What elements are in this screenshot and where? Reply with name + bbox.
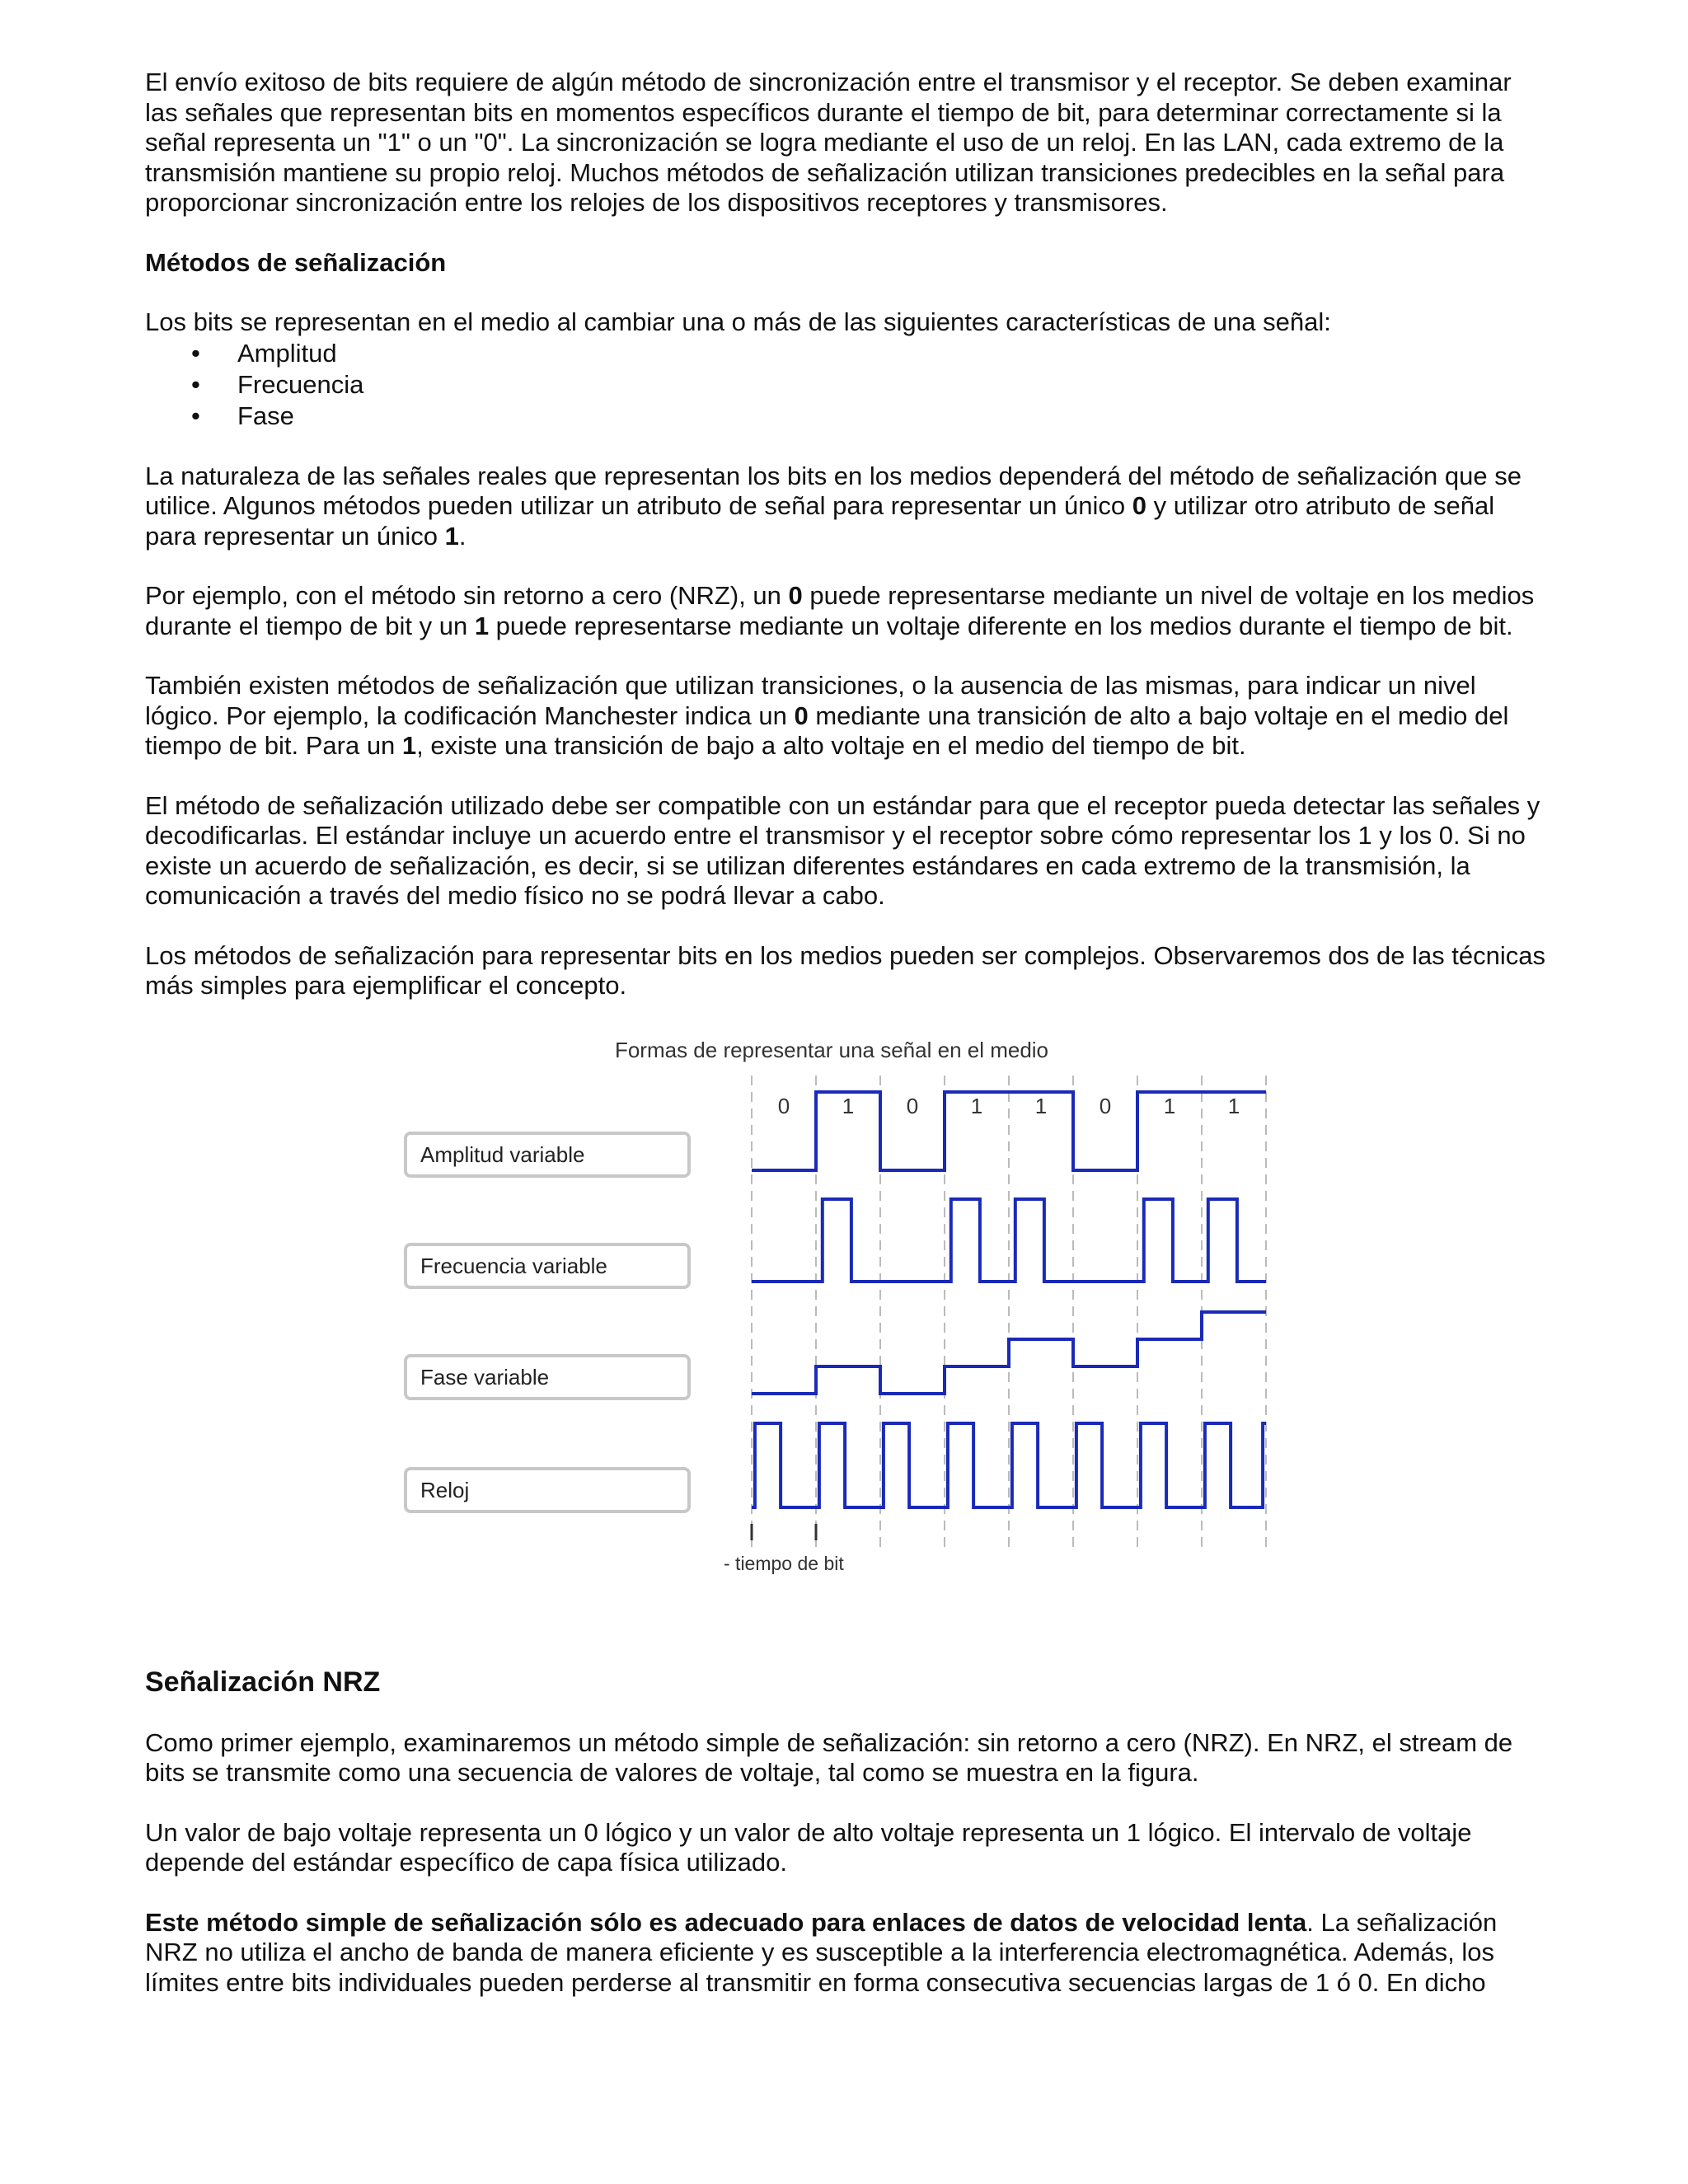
complex-methods-paragraph: Los métodos de señalización para representar bits en los medios pueden ser complejos. Observaremos dos de las técnicas más simples para ejemplificar el concepto.: [145, 940, 1546, 1000]
row-label: Amplitud variable: [420, 1141, 585, 1167]
nrz-example-paragraph: Por ejemplo, con el método sin retorno a cero (NRZ), un 0 puede representarse mediante un nivel de voltaje en los medios durante el tiempo de bit y un 1 puede representarse mediante un voltaje diferente en los medios durante el tiempo de bit.: [145, 581, 1535, 640]
bit-time-label: - tiempo de bit: [724, 1552, 844, 1574]
bit-label: 1: [842, 1093, 855, 1118]
standard-paragraph: El método de señalización utilizado debe ser compatible con un estándar para que el receptor pueda detectar las señales y decodificarlas. El estándar incluye un acuerdo entre el transmisor y el receptor sobre cómo representar los 1 y los 0. Si no existe un acuerdo de señalización, es decir, si se utilizan diferentes estándares en cada extremo de la transmisión, la comunicación a través del medio físico no se podrá llevar a cabo.: [145, 790, 1540, 910]
bit-label: 1: [970, 1093, 983, 1118]
bit-label: 1: [1034, 1093, 1048, 1118]
intro-paragraph: El envío exitoso de bits requiere de algún método de sincronización entre el transmisor y el receptor. Se deben examinar las señales que representan bits en momentos específicos durante el tiempo de bit, para determinar correctamente si la señal representa un "1" o un "0". La sincronización se logra mediante el uso de un reloj. En las LAN, cada extremo de la transmisión mantiene su propio reloj. Muchos métodos de señalización utilizan transiciones predecibles en la señal para proporcionar sincronización entre los relojes de los dispositivos receptores y transmisores.: [145, 68, 1512, 217]
section-heading-nrz: Señalización NRZ: [145, 1666, 381, 1698]
signal-diagram: [145, 1024, 1546, 1661]
bit-label: 1: [1163, 1093, 1176, 1118]
nrz-intro-paragraph: Como primer ejemplo, examinaremos un método simple de señalización: sin retorno a cero (NRZ). En NRZ, el stream de bits se transmite como una secuencia de valores de voltaje, tal como se muestra en la figura.: [145, 1727, 1513, 1787]
manchester-paragraph: También existen métodos de señalización que utilizan transiciones, o la ausencia de las mismas, para indicar un nivel lógico. Por ejemplo, la codificación Manchester indica un 0 mediante una transición de alto a bajo voltaje en el medio del tiempo de bit. Para un 1, existe una transición de bajo a alto voltaje en el medio del tiempo de bit.: [145, 671, 1509, 760]
document-page: [145, 68, 1546, 1998]
signal-representation-figure: [145, 1024, 1546, 1661]
row-label: Frecuencia variable: [420, 1253, 607, 1278]
characteristics-intro: Los bits se representan en el medio al cambiar una o más de las siguientes características de una señal:: [145, 307, 1331, 336]
bit-label: 0: [906, 1093, 919, 1118]
list-item: • Fase: [145, 401, 1546, 432]
row-label: Reloj: [420, 1477, 470, 1502]
row-label: Fase variable: [420, 1364, 550, 1390]
nature-paragraph: La naturaleza de las señales reales que representan los bits en los medios dependerá del método de señalización que se utilice. Algunos métodos pueden utilizar un atributo de señal para representar un único 0 y utilizar otro atributo de señal para representar un único 1.: [145, 461, 1522, 551]
nrz-limitations-paragraph: Este método simple de señalización sólo es adecuado para enlaces de datos de velocidad lenta. La señalización NRZ no utiliza el ancho de banda de manera eficiente y es susceptible a la interferencia electromagnética. Además, los límites entre bits individuales pueden perderse al transmitir en forma consecutiva secuencias largas de 1 ó 0. En dicho: [145, 1907, 1498, 1997]
bit-label: 1: [1227, 1093, 1240, 1118]
bit-label: 0: [777, 1093, 790, 1118]
characteristics-list: [145, 338, 1546, 432]
list-item: • Amplitud: [145, 338, 1546, 369]
list-item: • Frecuencia: [145, 369, 1546, 401]
bit-label: 0: [1099, 1093, 1112, 1118]
section-heading-metodos: Métodos de señalización: [145, 247, 447, 277]
figure-title: Formas de representar una señal en el medio: [614, 1037, 1049, 1062]
voltage-paragraph: Un valor de bajo voltaje representa un 0 lógico y un valor de alto voltaje representa un 1 lógico. El intervalo de voltaje depende del estándar específico de capa física utilizado.: [145, 1817, 1472, 1877]
